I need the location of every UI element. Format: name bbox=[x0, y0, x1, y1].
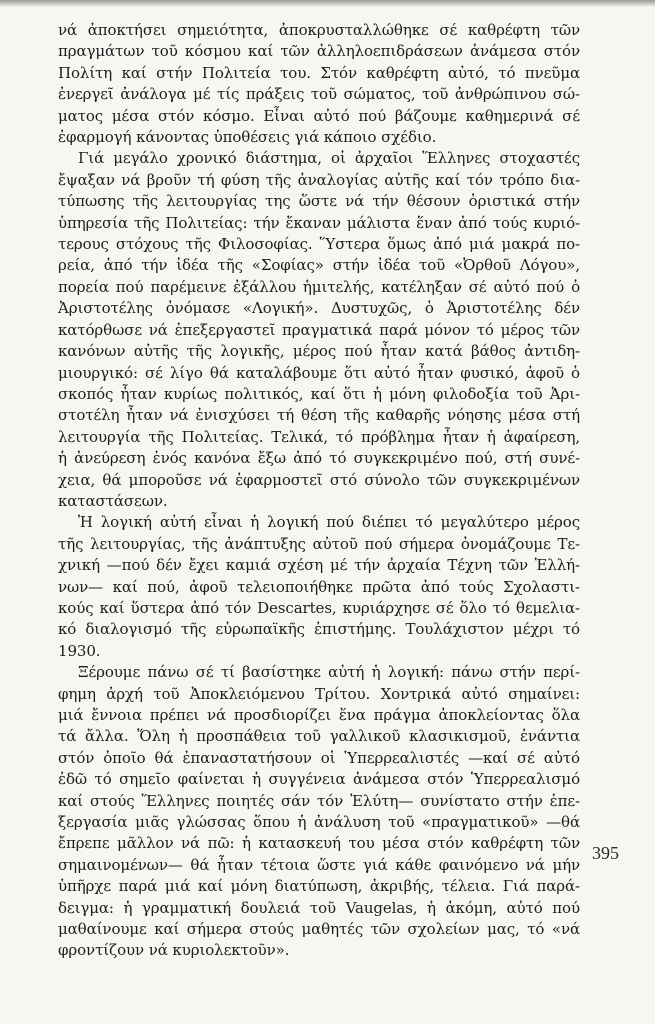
text-line: τύπωσης τῆς λειτουργίας της ὥστε νά τήν θέσουν ὁριστικά στήν bbox=[58, 192, 580, 211]
text-line: ἔπρεπε μᾶλλον νά πῶ: ἡ κατασκευή του μέσα στόν καθρέφτη τῶν bbox=[58, 834, 580, 853]
text-line: τῆς λειτουργίας, τῆς ἀνάπτυξης αὐτοῦ πού σήμερα ὀνομάζουμε Τε- bbox=[58, 534, 580, 553]
text-line: ἐφαρμογή κάνοντας ὑποθέσεις γιά κάποιο σχέδιο. bbox=[58, 128, 437, 147]
paragraph bbox=[58, 148, 580, 512]
text-line: μιουργικό: σέ λίγο θά καταλάβουμε ὅτι αὐτό ἦταν φυσικό, ἀφοῦ ὁ bbox=[58, 363, 580, 382]
text-line: λειτουργία τῆς Πολιτείας. Τελικά, τό πρόβλημα ἦταν ἡ ἀφαίρεση, bbox=[58, 427, 580, 446]
text-line: τά ἄλλα. Ὅλη ἡ προσπάθεια τοῦ γαλλικοῦ κλασικισμοῦ, ἐνάντια bbox=[58, 727, 580, 746]
text-line: μαθαίνουμε καί σήμερα στούς μαθητές τῶν σχολείων μας, τό «νά bbox=[58, 920, 580, 939]
text-line: Ξέρουμε πάνω σέ τί βασίστηκε αὐτή ἡ λογική: πάνω στήν περί- bbox=[78, 663, 580, 682]
text-line: ματος μέσα στόν κόσμο. Εἶναι αὐτό πού βάζουμε καθημερινά σέ bbox=[58, 106, 580, 125]
text-line: κούς καί ὕστερα ἀπό τόν Descartes, κυριάρχησε σέ ὅλο τό θεμελια- bbox=[58, 598, 580, 617]
text-line: Ἡ λογική αὐτή εἶναι ἡ λογική πού διέπει τό μεγαλύτερο μέρος bbox=[78, 513, 580, 532]
text-line: τερους στόχους τῆς Φιλοσοφίας. Ὕστερα ὅμως ἀπό μιά μακρά πο- bbox=[58, 235, 580, 254]
paragraph bbox=[58, 662, 580, 962]
text-line: Ἀριστοτέλης ὀνόμασε «Λογική». Δυστυχῶς, ὁ Ἀριστοτέλης δέν bbox=[58, 299, 580, 318]
text-line: πορεία πού παρέμεινε ἐξάλλου ἡμιτελής, κατέληξαν σέ αὐτό πού ὁ bbox=[58, 277, 580, 296]
text-line: Γιά μεγάλο χρονικό διάστημα, οἱ ἀρχαῖοι Ἕλληνες στοχαστές bbox=[78, 149, 580, 168]
text-line: Πολίτη καί στήν Πολιτεία του. Στόν καθρέφτη αὐτό, τό πνεῦμα bbox=[58, 63, 580, 82]
text-line: φροντίζουν νά κυριολεκτοῦν». bbox=[58, 941, 290, 960]
text-line: νά ἀποκτήσει σημειότητα, ἀποκρυσταλλώθηκε σέ καθρέφτη τῶν bbox=[58, 21, 580, 39]
text-line: δειγμα: ἡ γραμματική δουλειά τοῦ Vaugelas, ἡ ἀκόμη, αὐτό πού bbox=[58, 898, 580, 917]
text-line: ἡ ἀνεύρεση ἑνός κανόνα ἔξω ἀπό τό συγκεκριμένο πού, στή συνέ- bbox=[58, 449, 580, 468]
text-line: πραγμάτων τοῦ κόσμου καί τῶν ἀλληλοεπιδράσεων ἀνάμεσα στόν bbox=[58, 42, 580, 61]
text-line: στοτέλη ἦταν νά ἐνισχύσει τή θέση τῆς καθαρῆς νόησης μέσα στή bbox=[58, 406, 580, 425]
text-line: κανόνων αὐτῆς τῆς λογικῆς, μέρος πού ἦταν κατά βάθος ἀντιδη- bbox=[58, 342, 580, 361]
text-line: στόν ὁποῖο θά ἐπαναστατήσουν οἱ Ὑπερρεαλιστές —καί σέ αὐτό bbox=[58, 748, 580, 767]
text-line: καί στούς Ἕλληνες ποιητές σάν τόν Ἐλύτη— συνίστατο στήν ἐπε- bbox=[58, 791, 580, 810]
text-line: ἐδῶ τό σημεῖο φαίνεται ἡ συγγένεια ἀνάμεσα στόν Ὑπερρεαλισμό bbox=[58, 770, 580, 789]
text-line: φημη ἀρχή τοῦ Ἀποκλειόμενου Τρίτου. Χοντρικά αὐτό σημαίνει: bbox=[58, 684, 580, 703]
text-line: χνική —πού δέν ἔχει καμιά σχέση μέ τήν ἀρχαία Τέχνη τῶν Ἑλλή- bbox=[58, 556, 580, 575]
text-line: χεια, θά μποροῦσε νά ἐφαρμοστεῖ στό σύνολο τῶν συγκεκριμένων bbox=[58, 470, 580, 489]
paragraph bbox=[58, 512, 580, 662]
page-number: 395 bbox=[592, 843, 619, 863]
text-line: σημαινομένων— θά ἦταν τέτοια ὥστε γιά κάθε φαινόμενο νά μήν bbox=[58, 855, 580, 874]
text-line: ρεία, ἀπό τήν ἰδέα τῆς «Σοφίας» στήν ἰδέα τοῦ «Ὀρθοῦ Λόγου», bbox=[58, 256, 580, 275]
text-line: μιά ἔννοια πρέπει νά προσδιορίζει ἕνα πράγμα ἀποκλείοντας ὅλα bbox=[58, 706, 580, 724]
text-line: κατόρθωσε νά ἐπεξεργαστεῖ πραγματικά παρά μόνον τό μέρος τῶν bbox=[58, 320, 580, 339]
text-line: καταστάσεων. bbox=[58, 491, 168, 510]
text-line: ὑπηρεσία τῆς Πολιτείας: τήν ἔκαναν μάλιστα ἕναν ἀπό τούς κυριό- bbox=[58, 213, 580, 232]
text-line: 1930. bbox=[58, 641, 101, 660]
paragraph bbox=[58, 20, 580, 148]
text-line: ὑπῆρχε παρά μιά καί μόνη διατύπωση, ἀκριβής, τέλεια. Γιά παρά- bbox=[58, 877, 580, 896]
text-line: σκοπός ἦταν κυρίως πολιτικός, καί ὅτι ἡ μόνη φιλοδοξία τοῦ Ἀρι- bbox=[58, 384, 580, 403]
text-line: κό διαλογισμό τῆς εὐρωπαϊκῆς ἐπιστήμης. Τουλάχιστον μέχρι τό bbox=[58, 620, 580, 639]
text-line: ἔψαξαν νά βροῦν τή φύση τῆς ἀναλογίας αὐτῆς καί τόν τρόπο δια- bbox=[58, 170, 580, 189]
page-body bbox=[58, 20, 580, 962]
text-line: ἐνεργεῖ ἀνάλογα μέ τίς πράξεις τοῦ σώματος, τοῦ ἀνθρώπινου σώ- bbox=[58, 85, 580, 104]
text-line: νων— καί πού, ἀφοῦ τελειοποιήθηκε πρῶτα ἀπό τούς Σχολαστι- bbox=[58, 577, 580, 596]
page-top-edge bbox=[0, 0, 655, 7]
text-line: ξεργασία μιᾶς γλώσσας ὅπου ἡ ἀνάλυση τοῦ «πραγματικοῦ» —θά bbox=[58, 813, 580, 832]
